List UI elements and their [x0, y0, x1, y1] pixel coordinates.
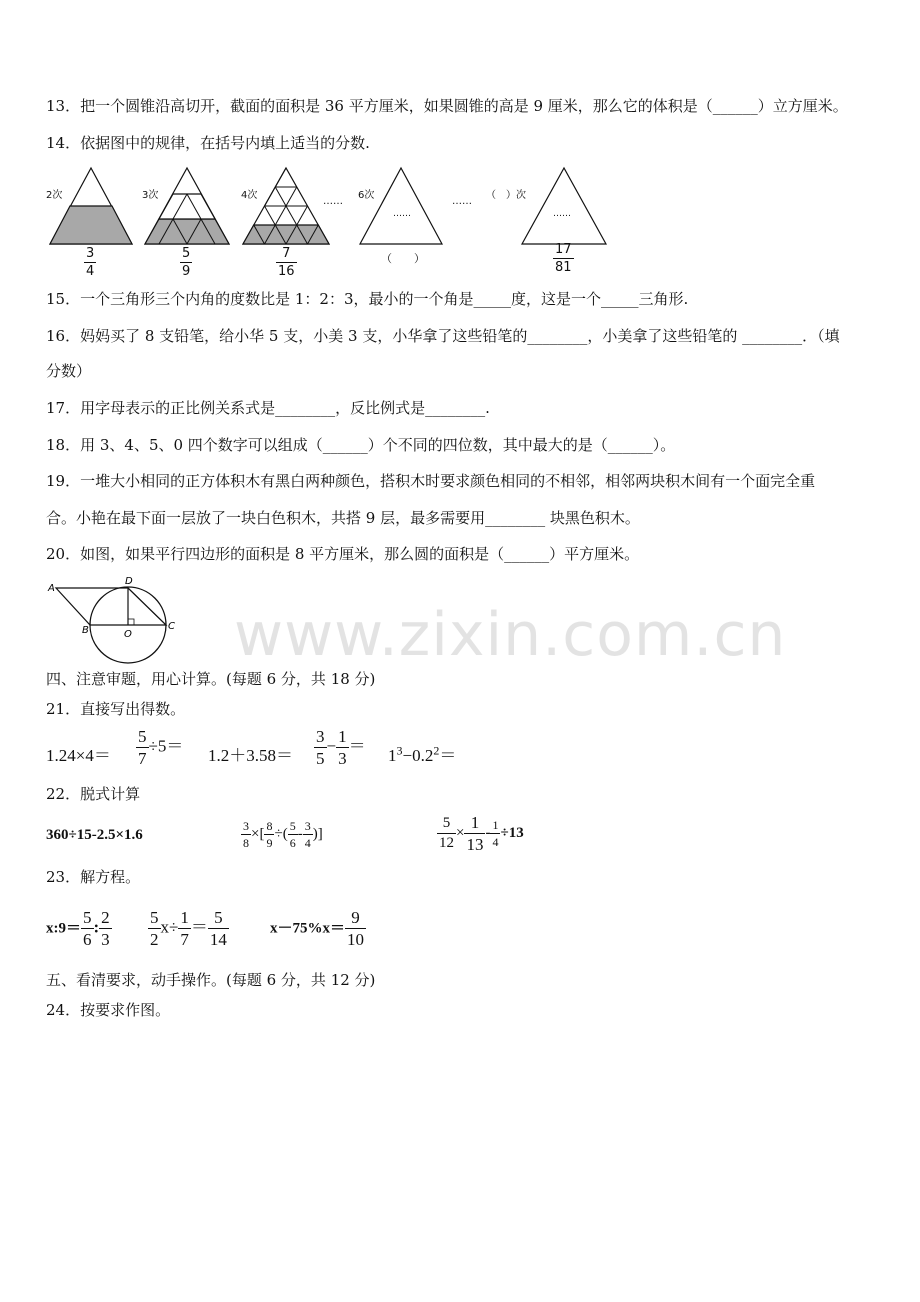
point-b: B	[82, 625, 89, 636]
figure-3-label: 4次	[241, 190, 258, 201]
expr-22-c: $\frac{5}{12}$ × $\frac{1}{13}$ - $\frac{1}{4}$ ÷13	[439, 813, 524, 854]
fraction-1: $\frac{3}{4}$	[86, 246, 95, 279]
section-4-heading: 四、注意审题，用心计算。(每题 6 分，共 18 分)	[46, 670, 376, 688]
fraction-5: $\frac{17}{81}$	[555, 242, 572, 275]
point-o: O	[124, 629, 132, 640]
question-19-line-2: 合。小艳在最下面一层放了一块白色积木，共搭 9 层，最多需要用________ 块黑色积木。	[46, 509, 640, 527]
figure-4-label: 6次	[358, 190, 375, 201]
question-13: 13．把一个圆锥沿高切开，截面的面积是 36 平方厘米，如果圆锥的高是 9 厘米，那么它的体积是（______）立方厘米。	[46, 97, 848, 115]
fraction-3: $\frac{7}{16}$	[278, 246, 295, 279]
figure-5-label: （ ）次	[486, 190, 526, 201]
expr-21-c: 1.2＋3.58＝	[208, 746, 293, 765]
figure-2-label: 3次	[142, 190, 159, 201]
question-17: 17．用字母表示的正比例关系式是________，反比例式是________.	[46, 399, 490, 417]
figure-1-label: 2次	[46, 190, 63, 201]
expr-22-b: $\frac{3}{8}$ ×[ $\frac{8}{9}$ ÷( $\frac{5}{6}$ - $\frac{3}{4}$ )]	[243, 819, 323, 850]
parallelogram-circle-figure	[40, 574, 190, 664]
watermark: www.zixin.com.cn	[234, 600, 787, 670]
expr-21-a: 1.24×4＝	[46, 746, 111, 765]
section-5-heading: 五、看清要求，动手操作。(每题 6 分，共 12 分)	[46, 971, 376, 989]
expr-23-a: x:9＝ $\frac{5}{6}$ : $\frac{2}{3}$	[46, 908, 110, 949]
svg-text:……: ……	[553, 209, 571, 219]
expr-22-a: 360÷15-2.5×1.6	[46, 827, 143, 843]
question-14: 14．依据图中的规律，在括号内填上适当的分数.	[46, 134, 370, 152]
question-16-line-1: 16．妈妈买了 8 支铅笔，给小华 5 支，小美 3 支，小华拿了这些铅笔的________，小美拿了这些铅笔的 ________．（填	[46, 327, 840, 345]
question-21: 21．直接写出得数。	[46, 700, 186, 718]
question-22: 22．脱式计算	[46, 785, 141, 803]
svg-text:……: ……	[323, 196, 343, 207]
fraction-4-blank: （ ）	[381, 252, 425, 265]
point-a: A	[48, 583, 55, 594]
question-19-line-1: 19．一堆大小相同的正方体积木有黑白两种颜色，搭积木时要求颜色相同的不相邻，相邻两块积木间有一个面完全重	[46, 472, 816, 490]
pattern-figures	[40, 164, 620, 279]
triangle-figure-5	[522, 168, 606, 244]
point-c: C	[168, 621, 175, 632]
fraction-2: $\frac{5}{9}$	[182, 246, 191, 279]
question-23: 23．解方程。	[46, 868, 141, 886]
svg-text:……: ……	[452, 196, 472, 207]
question-24: 24．按要求作图。	[46, 1001, 171, 1019]
svg-text:……: ……	[393, 209, 411, 219]
triangle-figure-4	[360, 168, 442, 244]
question-18: 18．用 3、4、5、0 四个数字可以组成（______）个不同的四位数，其中最大的是（______）。	[46, 436, 676, 454]
expr-23-b: $\frac{5}{2}$ x÷ $\frac{1}{7}$ ＝ $\frac{5}{14}$	[150, 908, 227, 949]
triangle-figure-1	[50, 168, 132, 244]
expr-21-b: $\frac{5}{7}$ ÷5＝	[138, 727, 184, 768]
expr-21-d: $\frac{3}{5}$ − $\frac{1}{3}$ ＝	[316, 727, 366, 768]
triangle-figure-3	[243, 168, 329, 244]
expr-23-c: x－75%x＝ $\frac{9}{10}$	[270, 908, 365, 949]
triangle-figure-2	[145, 168, 229, 244]
expr-21-e: $1^3-0.2^2=$	[388, 743, 457, 765]
point-d: D	[125, 576, 133, 587]
question-20: 20．如图，如果平行四边形的面积是 8 平方厘米，那么圆的面积是（______）平方厘米。	[46, 545, 640, 563]
question-16-line-2: 分数）	[46, 362, 92, 380]
question-15: 15．一个三角形三个内角的度数比是 1：2：3，最小的一个角是_____度，这是一个_____三角形.	[46, 290, 689, 308]
